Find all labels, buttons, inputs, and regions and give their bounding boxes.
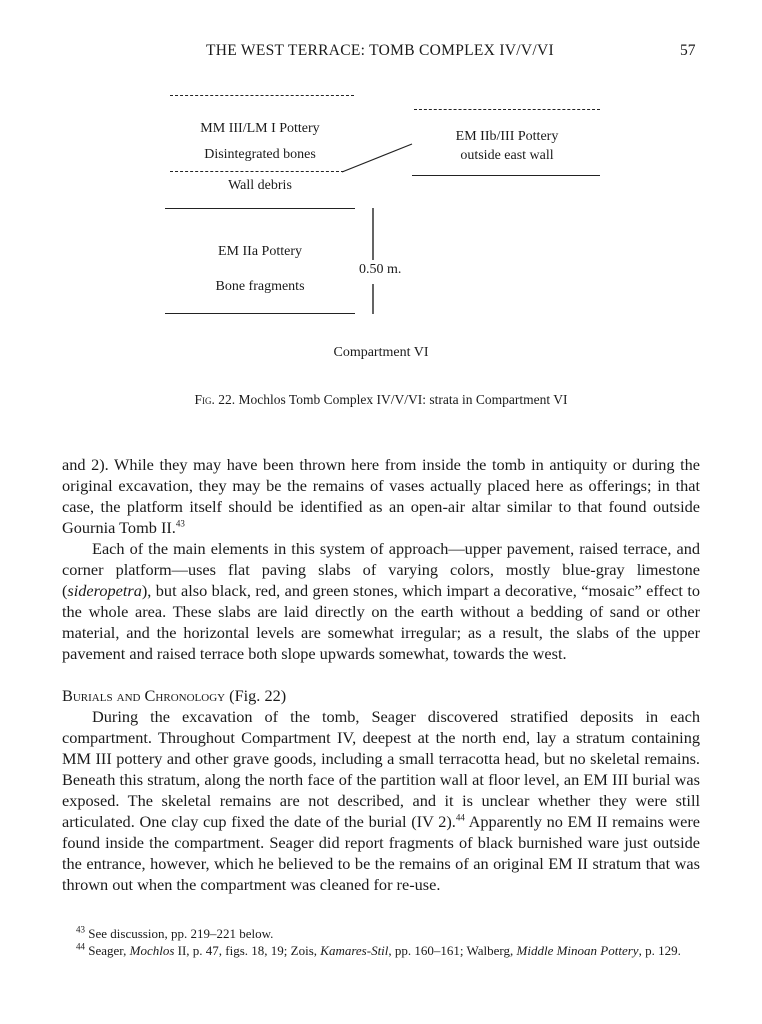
- running-head: THE WEST TERRACE: TOMB COMPLEX IV/V/VI: [206, 42, 554, 59]
- paragraph-1: [62, 454, 700, 538]
- footnote-44-italic-1: Mochlos: [129, 943, 175, 958]
- footnote-44-number: 44: [76, 941, 85, 952]
- footnote-43: [62, 925, 700, 942]
- section-title: Burials and Chronology: [62, 686, 226, 705]
- paragraph-1-text: and 2). While they may have been thrown here from inside the tomb in antiquity or during the original excavation, they may be the remains of vases actually placed here as offerings; in that case, the platform itself should be identified as an open-air altar similar to that found outside Gournia Tomb II.: [62, 455, 700, 537]
- east-dashed-line: [414, 109, 600, 110]
- paragraph-2-text-a: Each of the main elements in this system of approach—upper pavement, raised terrace, and corner platform—uses flat paving slabs of varying colors, mostly blue-gray limestone (: [62, 539, 700, 600]
- section-burials: [62, 685, 700, 895]
- figure-label: Fig. 22.: [194, 392, 236, 407]
- east-outside-wall: outside east wall: [460, 148, 554, 163]
- slope-line: [340, 140, 420, 176]
- compartment-label: Compartment VI: [333, 345, 429, 360]
- footnote-44-text-a: Seager,: [85, 943, 130, 958]
- paragraph-2-italic: sideropetra: [67, 581, 142, 600]
- footnote-ref-44[interactable]: 44: [455, 812, 465, 823]
- paragraph-2: [62, 538, 700, 664]
- paragraph-3-text-b: Apparently no EM II remains were found inside the compartment. Seager did report fragments of black burnished ware just outside the entrance, however, which he believed to be the remains of an original EM II stratum that was thrown out when the compartment was cleaned for re-use.: [62, 812, 701, 894]
- paragraph-3-text-a: During the excavation of the tomb, Seager discovered stratified deposits in each compartment. Throughout Compartment IV, deepest at the north end, lay a stratum containing MM III pottery and other grave goods, including a small terracotta head, but no skeletal remains. Beneath this stratum, along the north face of the partition wall at floor level, an EM III burial was exposed. The skeletal remains are not described, and it is unclear whether they were still articulated. One clay cup fixed the date of the burial (IV 2).: [62, 707, 700, 831]
- footnote-44-italic-3: Middle Minoan Pottery: [516, 943, 639, 958]
- section-figure-ref: (Fig. 22): [225, 686, 287, 705]
- upper-solid-line: [165, 208, 355, 209]
- east-solid-line: [412, 175, 600, 176]
- layer-mm-iii-pottery: MM III/LM I Pottery: [200, 121, 320, 136]
- caption-text: Mochlos Tomb Complex IV/V/VI: strata in Compartment VI: [235, 392, 568, 407]
- section-heading: [62, 685, 700, 706]
- body-text: [62, 454, 700, 664]
- footnote-44-italic-2: Kamares-Stil: [320, 943, 389, 958]
- scale-bar: [368, 208, 378, 314]
- paragraph-3: [62, 706, 700, 895]
- top-dashed-line: [170, 95, 354, 96]
- footnote-43-number: 43: [76, 924, 85, 935]
- east-em-iib-pottery: EM IIb/III Pottery: [455, 129, 559, 144]
- page-header: [0, 40, 762, 64]
- page-number: 57: [680, 42, 696, 59]
- footnotes: [62, 925, 700, 959]
- footnote-44-text-b: II, p. 47, figs. 18, 19; Zois,: [174, 943, 321, 958]
- footnote-44: [62, 942, 700, 959]
- layer-disintegrated-bones: Disintegrated bones: [204, 147, 316, 162]
- layer-wall-debris: Wall debris: [228, 178, 292, 193]
- footnote-43-text: See discussion, pp. 219–221 below.: [85, 926, 274, 941]
- footnote-44-text-d: , p. 129.: [638, 943, 681, 958]
- footnote-44-text-c: , pp. 160–161; Walberg,: [388, 943, 517, 958]
- figure-caption: [0, 392, 762, 408]
- paragraph-2-text-b: ), but also black, red, and green stones, which impart a decorative, “mosaic” effect to the whole area. These slabs are laid directly on the earth without a bedding of sand or other material, and the horizontal levels are somewhat irregular; as a result, the slabs of the upper pavement and raised terrace both slope upwards somewhat, towards the west.: [62, 581, 700, 663]
- footnote-ref-43[interactable]: 43: [175, 518, 185, 529]
- middle-dashed-line: [170, 171, 344, 172]
- layer-bone-fragments: Bone fragments: [215, 279, 305, 294]
- lower-solid-line: [165, 313, 355, 314]
- layer-em-iia-pottery: EM IIa Pottery: [218, 244, 302, 259]
- scale-label: 0.50 m.: [359, 262, 402, 277]
